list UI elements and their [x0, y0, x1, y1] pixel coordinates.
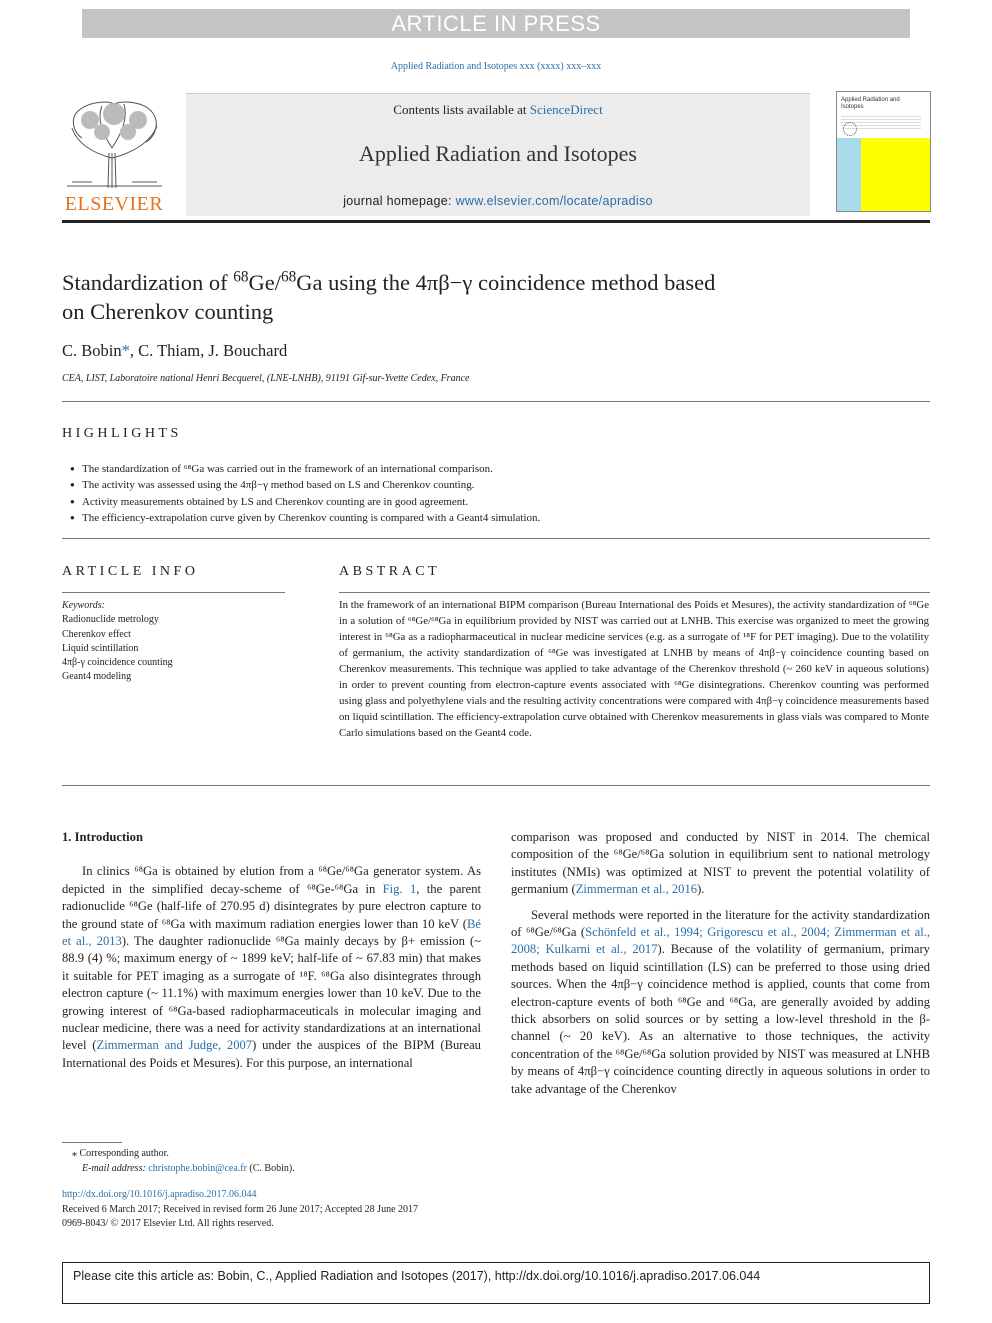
article-in-press-banner: ARTICLE IN PRESS [82, 9, 910, 38]
citation-link[interactable]: Zimmerman and Judge, 2007 [96, 1038, 253, 1053]
email-label: E-mail address: [82, 1163, 149, 1174]
article-title [62, 268, 862, 326]
title-line-2: on Cherenkov counting [62, 299, 274, 324]
cover-yellow-panel [861, 138, 930, 211]
keywords-label: Keywords: [62, 600, 105, 611]
author-bobin[interactable]: C. Bobin [62, 341, 122, 360]
article-info-heading: ARTICLE INFO [62, 564, 199, 579]
text: ). Because of the volatility of germanium, primary methods based on liquid scintillation (LS) can be preferred to those using dried sources. When the 4πβ−γ coincidence method is applied, counts that come from electron-capture events of both ⁶⁸Ge and ⁶⁸Ga, are generally avoided by adding thick absorbers on solid sources or by setting a low-level threshold in the β-channel (~ 20 keV). As an alternative to those techniques, the activity concentration of the ⁶⁸Ge/⁶⁸Ga solution provided by NIST was measured at LNHB by means of 4πβ−γ coincidence counting directly in aqueous solutions in order to take advantage of the Cherenkov [511, 942, 930, 1096]
keyword: Liquid scintillation [62, 642, 139, 654]
body-column-right [511, 829, 930, 1098]
highlight-item: ● The activity was assessed using the 4πβ−γ method based on LS and Cherenkov counting. [70, 477, 930, 493]
title-text-1: Standardization of [62, 270, 234, 295]
cover-molecule-icon [843, 122, 857, 136]
footnote-corr-text: Corresponding author. [79, 1148, 169, 1159]
citation-box [62, 1262, 930, 1304]
title-text-2: Ge/ [248, 270, 281, 295]
author-list [62, 341, 287, 361]
journal-reference[interactable]: Applied Radiation and Isotopes xxx (xxxx) xxx–xxx [390, 61, 602, 72]
section-heading-introduction: 1. Introduction [62, 830, 143, 844]
cover-title-line1: Applied Radiation and [841, 97, 900, 103]
journal-homepage [186, 194, 810, 208]
title-sup-2: 68 [281, 268, 297, 286]
homepage-link[interactable]: www.elsevier.com/locate/apradiso [455, 194, 653, 208]
body-column-left [62, 829, 481, 1072]
journal-masthead [186, 93, 810, 216]
text: ). The daughter radionuclide ⁶⁸Ga mainly decays by β+ emission (~ 88.9 (4) %; maximum energy of ~ 1899 keV; half-life of ~ 67.83 min) that makes it suitable for PET imaging as a surrogate of ¹⁸F. ⁶⁸Ga also disintegrates through electron capture (~ 11.1%) with maximum energies lower than 10 keV. Due to the growing interest of ⁶⁸Ga-based radiopharmaceuticals in molecular imaging and nuclear medicine, there was a need for activity standardizations at an international level ( [62, 934, 481, 1053]
footnote-corresponding [72, 1147, 169, 1162]
footnote-divider [62, 1142, 122, 1143]
divider [62, 538, 930, 539]
keyword: 4πβ-γ coincidence counting [62, 657, 173, 669]
cover-title-line2: Isotopes [841, 104, 864, 110]
email-link[interactable]: christophe.bobin@cea.fr [148, 1163, 247, 1174]
divider [62, 785, 930, 786]
other-authors: , C. Thiam, J. Bouchard [129, 341, 288, 360]
text: ) under the auspices of the BIPM (Bureau International des Poids et Mesures). For this purpose, an international [62, 1038, 481, 1070]
text: Several methods were reported in the literature for the activity standardization of ⁶⁸Ge/⁶⁸Ga ( [511, 907, 930, 940]
intro-paragraph-1 [62, 863, 481, 1072]
header-divider [62, 220, 930, 223]
text: comparison was proposed and conducted by NIST in 2014. The chemical composition of the ⁶⁸Ge/⁶⁸Ga solution in equilibrium sent to national metrology institutes (NMIs) was optimized at NIST to prevent the potential volatility of germanium ( [511, 830, 930, 897]
tree-logo-icon [62, 98, 166, 190]
affiliation: CEA, LIST, Laboratoire national Henri Becquerel, (LNE-LNHB), 91191 Gif-sur-Yvette Cedex, France [62, 373, 470, 384]
highlight-item: ● Activity measurements obtained by LS and Cherenkov counting are in good agreement. [70, 494, 930, 510]
text: ). [697, 882, 705, 897]
sciencedirect-link[interactable]: ScienceDirect [529, 102, 603, 117]
title-text-3: Ga using the 4πβ−γ coincidence method based [296, 270, 716, 295]
text: In clinics ⁶⁸Ga is obtained by elution from a ⁶⁸Ge/⁶⁸Ga generator system. As depicted in the simplified decay-scheme of ⁶⁸Ge-⁶⁸Ga in [62, 864, 481, 896]
keyword: Cherenkov effect [62, 628, 131, 640]
intro-paragraph-2 [511, 907, 930, 1098]
figure-1-link[interactable]: Fig. 1 [382, 881, 417, 896]
citation-text[interactable]: Please cite this article as: Bobin, C., Applied Radiation and Isotopes (2017), http://dx.doi.org/10.1016/j.apradiso.2017.06.044 [73, 1269, 761, 1283]
journal-cover-thumbnail[interactable] [836, 91, 931, 212]
homepage-prefix: journal homepage: [343, 194, 456, 208]
keywords-block [62, 599, 173, 685]
publisher-name: ELSEVIER [64, 193, 164, 215]
abstract-text: In the framework of an international BIPM comparison (Bureau International des Poids et Mesures), the activity standardization of ⁶⁸Ge in a solution of ⁶⁸Ge/⁶⁸Ga in equilibrium provided by NIST was carried out at LNHB. This exercise was organized to meet the growing interest in ⁶⁸Ga as a radiopharmaceutical in nuclear medicine services (e.g. as a surrogate of ¹⁸F for PET imaging). Due to the volatility of germanium, the activity standardization of ⁶⁸Ge was investigated at LNHB by means of 4πβ−γ coincidence counting based on Cherenkov measurements. This technique was applied to take advantage of the Cherenkov threshold (~ 260 keV in aqueous solutions) in order to prevent counting from electron-capture events associated with ⁶⁸Ge disintegrations. Cherenkov counting was performed using glass and polyethylene vials and the resulting activity concentrations were compared with 4πβ−γ coincidence measurements based on liquid scintillation. The efficiency-extrapolation curve obtained with Cherenkov measurements in glass vials was compared to Monte Carlo simulations based on the Geant4 code. [339, 599, 929, 739]
divider [62, 592, 285, 593]
corresponding-author-marker[interactable]: * [121, 341, 130, 360]
divider [339, 592, 930, 593]
footnote-star: ⁎ [72, 1148, 80, 1159]
intro-paragraph-1-cont [511, 829, 930, 899]
title-sup-1: 68 [233, 268, 249, 286]
abstract-heading: ABSTRACT [339, 564, 441, 579]
received-dates: Received 6 March 2017; Received in revised form 26 June 2017; Accepted 28 June 2017 [62, 1204, 419, 1215]
text: , the parent radionuclide ⁶⁸Ge (half-life of 270.95 d) disintegrates by pure electron capture to the ground state of ⁶⁸Ga with maximum radiation energies lower than 10 keV ( [62, 881, 481, 931]
highlights-list [70, 461, 930, 526]
footnote-email [82, 1162, 295, 1177]
copyright: 0969-8043/ © 2017 Elsevier Ltd. All rights reserved. [62, 1218, 274, 1229]
highlight-item: ● The standardization of ⁶⁸Ga was carried out in the framework of an international comparison. [70, 461, 930, 477]
elsevier-logo[interactable] [62, 98, 166, 214]
highlight-item: ● The efficiency-extrapolation curve given by Cherenkov counting is compared with a Geant4 simulation. [70, 510, 930, 526]
keyword: Radionuclide metrology [62, 614, 159, 626]
divider [62, 401, 930, 402]
cover-blue-panel [837, 138, 861, 211]
highlights-heading: HIGHLIGHTS [62, 426, 182, 441]
email-suffix: (C. Bobin). [246, 1163, 295, 1174]
doi-link[interactable]: http://dx.doi.org/10.1016/j.apradiso.2017.06.044 [62, 1189, 257, 1200]
contents-prefix: Contents lists available at [393, 102, 530, 117]
journal-title: Applied Radiation and Isotopes [358, 141, 637, 166]
citation-link[interactable]: Schönfeld et al., 1994; Grigorescu et al., 2004; Zimmerman et al., 2008; Kulkarni et al., 2017 [511, 925, 930, 957]
contents-line [186, 102, 810, 118]
citation-link[interactable]: Bé et al., 2013 [62, 916, 481, 949]
keyword: Geant4 modeling [62, 671, 132, 683]
citation-link[interactable]: Zimmerman et al., 2016 [575, 882, 698, 897]
